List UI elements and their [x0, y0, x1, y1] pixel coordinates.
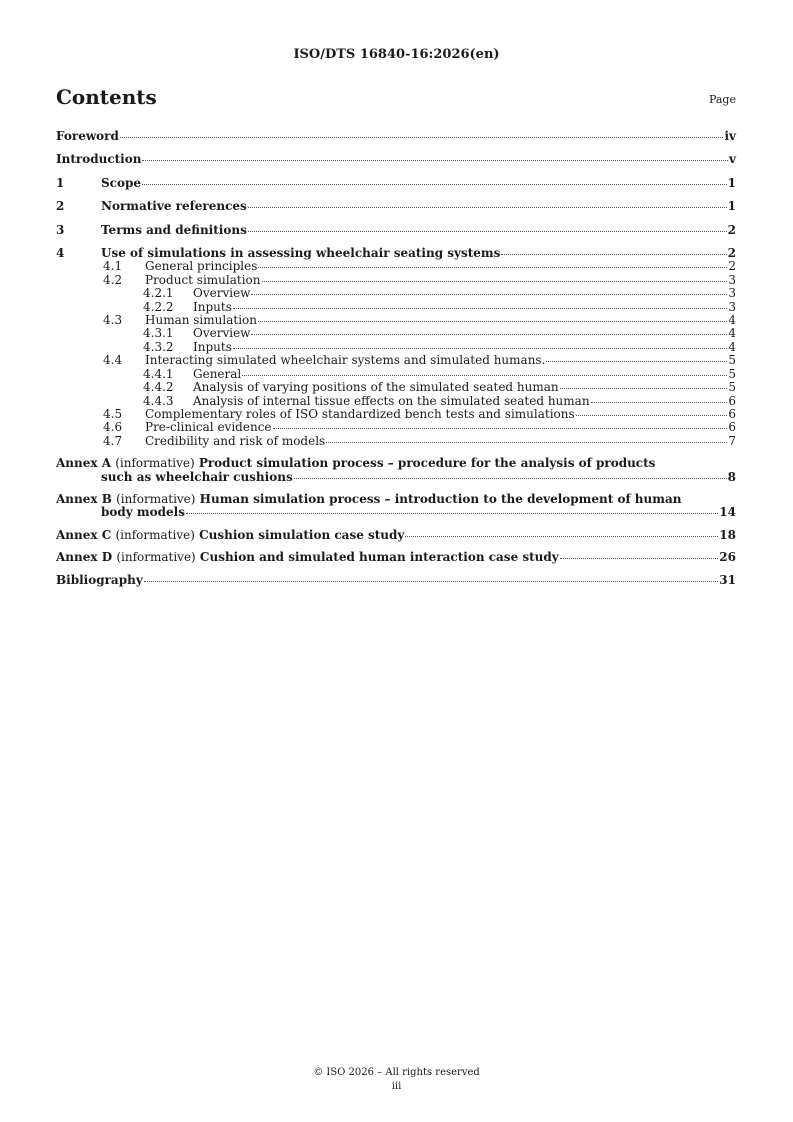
toc-page: 2 — [728, 259, 736, 274]
leader-dots — [248, 207, 727, 208]
copyright-notice: © ISO 2026 – All rights reserved — [313, 1067, 480, 1078]
toc-entry-4-4[interactable] — [56, 354, 736, 367]
leader-dots — [273, 428, 728, 429]
toc-entry-4-4-1[interactable] — [56, 368, 736, 381]
toc-title: Foreword — [56, 129, 119, 143]
toc-title: Product simulation — [145, 272, 261, 287]
toc-number: 3 — [56, 222, 65, 237]
toc-page: 5 — [728, 353, 736, 368]
toc-title: Introduction — [56, 152, 142, 167]
toc-entry-4-3-2[interactable] — [56, 341, 736, 354]
annex-title-line-1: Product simulation process – procedure for the analysis of products — [198, 456, 656, 471]
toc-title: Interacting simulated wheelchair systems and simulated humans. — [145, 353, 546, 368]
annex-label: Annex B — [56, 491, 112, 506]
annex-title-line-1: Human simulation process – introduction to the development of human — [199, 491, 682, 506]
toc-title: Analysis of varying positions of the simulated seated human — [193, 380, 559, 395]
leader-dots — [186, 513, 718, 514]
toc-title: Terms and definitions — [101, 222, 247, 237]
toc-entry-4-3[interactable] — [56, 314, 736, 327]
leader-dots — [262, 281, 728, 282]
document-id: ISO/DTS 16840-16:2026(en) — [293, 47, 500, 62]
toc-page: 3 — [728, 272, 736, 287]
toc-number: 4.7 — [103, 433, 123, 448]
leader-dots — [560, 388, 728, 389]
toc-page: 26 — [719, 550, 736, 565]
toc-title: Analysis of internal tissue effects on the simulated seated human — [193, 393, 590, 408]
leader-dots — [248, 231, 727, 232]
toc-page: 6 — [728, 420, 736, 435]
toc-entry-annex-d[interactable] — [56, 551, 736, 564]
toc-entry-normative-references[interactable] — [56, 200, 736, 213]
toc-number: 4.4.3 — [143, 393, 174, 408]
toc-number: 4.3 — [103, 313, 123, 328]
toc-entry-scope[interactable] — [56, 177, 736, 190]
toc-page: 2 — [727, 246, 736, 261]
toc-number: 4.5 — [103, 406, 123, 421]
toc-number: 4.4 — [103, 353, 123, 368]
toc-page: 5 — [728, 366, 736, 381]
toc-entry-bibliography[interactable] — [56, 574, 736, 587]
page-number: iii — [391, 1081, 402, 1092]
toc-entry-4-4-3[interactable] — [56, 395, 736, 408]
toc-number: 4.4.2 — [143, 380, 174, 395]
toc-title: Overview — [193, 326, 251, 341]
contents-title: Contents — [56, 85, 157, 109]
toc-number: 1 — [56, 175, 65, 190]
annex-informative: (informative) — [115, 527, 195, 542]
leader-dots — [142, 184, 727, 185]
toc-entry-annex-c[interactable] — [56, 529, 736, 542]
leader-dots — [405, 536, 718, 537]
leader-dots — [546, 361, 727, 362]
toc-title: Inputs — [193, 299, 232, 314]
toc-title: Pre-clinical evidence — [145, 420, 272, 435]
toc-page: 4 — [728, 339, 736, 354]
toc-entry-4-1[interactable] — [56, 260, 736, 273]
toc-page: 6 — [728, 393, 736, 408]
toc-page: 5 — [728, 380, 736, 395]
toc-entry-annex-b[interactable] — [56, 493, 736, 520]
toc-entry-use-of-simulations[interactable] — [56, 247, 736, 260]
annex-informative: (informative) — [116, 550, 196, 565]
annex-title: Cushion simulation case study — [199, 527, 405, 542]
page-column-label: Page — [708, 93, 736, 106]
toc-entry-foreword[interactable] — [56, 130, 736, 143]
toc-page: 18 — [719, 527, 736, 542]
leader-dots — [142, 160, 728, 161]
leader-dots — [120, 137, 724, 138]
toc-number: 4.2.2 — [143, 299, 174, 314]
toc-number: 4.4.1 — [143, 366, 174, 381]
leader-dots — [326, 442, 727, 443]
toc-page: 31 — [719, 572, 736, 587]
toc-page: 8 — [727, 469, 736, 484]
toc-page: iv — [724, 129, 736, 143]
table-of-contents — [56, 130, 736, 587]
toc-title: Bibliography — [56, 572, 143, 587]
toc-title: Human simulation — [145, 313, 257, 328]
toc-title: Credibility and risk of models — [145, 433, 326, 448]
toc-entry-4-5[interactable] — [56, 408, 736, 421]
toc-page: 4 — [728, 313, 736, 328]
annex-title-line-2: body models — [101, 505, 185, 520]
annex-b-line-2 — [56, 506, 736, 519]
toc-title: Normative references — [101, 199, 247, 214]
toc-title: Use of simulations in assessing wheelchair seating systems — [101, 246, 501, 261]
toc-page: 4 — [728, 326, 736, 341]
toc-entry-4-2-2[interactable] — [56, 301, 736, 314]
toc-title: Inputs — [193, 339, 232, 354]
annex-label: Annex C — [56, 527, 112, 542]
toc-number: 4.3.2 — [143, 339, 174, 354]
leader-dots — [233, 348, 728, 349]
annex-title-line-2: such as wheelchair cushions — [101, 469, 293, 484]
toc-entry-terms-and-definitions[interactable] — [56, 224, 736, 237]
leader-dots — [501, 254, 726, 255]
annex-informative: (informative) — [116, 491, 196, 506]
annex-a-line-1 — [56, 457, 736, 470]
leader-dots — [576, 415, 728, 416]
toc-number: 4.1 — [103, 259, 123, 274]
toc-number: 4 — [56, 246, 65, 261]
annex-label: Annex A — [56, 456, 112, 471]
toc-page: 7 — [728, 433, 736, 448]
toc-page: 2 — [727, 222, 736, 237]
toc-number: 2 — [56, 199, 65, 214]
toc-title: Overview — [193, 286, 251, 301]
leader-dots — [258, 267, 727, 268]
toc-page: 6 — [728, 406, 736, 421]
annex-a-line-2 — [56, 471, 736, 484]
annex-b-line-1 — [56, 493, 736, 506]
toc-number: 4.3.1 — [143, 326, 174, 341]
leader-dots — [560, 558, 719, 559]
leader-dots — [591, 402, 728, 403]
toc-title: General principles — [145, 259, 258, 274]
toc-number: 4.2 — [103, 272, 123, 287]
toc-title: General — [193, 366, 242, 381]
leader-dots — [233, 308, 728, 309]
leader-dots — [242, 375, 727, 376]
toc-number: 4.2.1 — [143, 286, 174, 301]
toc-title: Complementary roles of ISO standardized bench tests and simulations — [145, 406, 575, 421]
toc-page: 1 — [727, 199, 736, 214]
toc-page: 1 — [727, 175, 736, 190]
leader-dots — [251, 294, 727, 295]
toc-entry-introduction[interactable] — [56, 153, 736, 166]
toc-page: 14 — [719, 505, 736, 520]
toc-entry-4-4-2[interactable] — [56, 381, 736, 394]
leader-dots — [144, 581, 719, 582]
page-footer — [0, 1066, 793, 1094]
toc-entry-annex-a[interactable] — [56, 457, 736, 484]
toc-page: 3 — [728, 286, 736, 301]
annex-title: Cushion and simulated human interaction case study — [199, 550, 559, 565]
toc-page: v — [729, 152, 736, 167]
toc-number: 4.6 — [103, 420, 123, 435]
leader-dots — [258, 321, 727, 322]
annex-label: Annex D — [56, 550, 113, 565]
leader-dots — [294, 478, 727, 479]
annex-informative: (informative) — [115, 456, 195, 471]
toc-title: Scope — [101, 175, 142, 190]
toc-entry-4-6[interactable] — [56, 421, 736, 434]
toc-entry-4-2-1[interactable] — [56, 287, 736, 300]
leader-dots — [251, 334, 727, 335]
toc-entry-4-2[interactable] — [56, 274, 736, 287]
toc-entry-4-3-1[interactable] — [56, 327, 736, 340]
toc-page: 3 — [728, 299, 736, 314]
toc-entry-4-7[interactable] — [56, 435, 736, 448]
